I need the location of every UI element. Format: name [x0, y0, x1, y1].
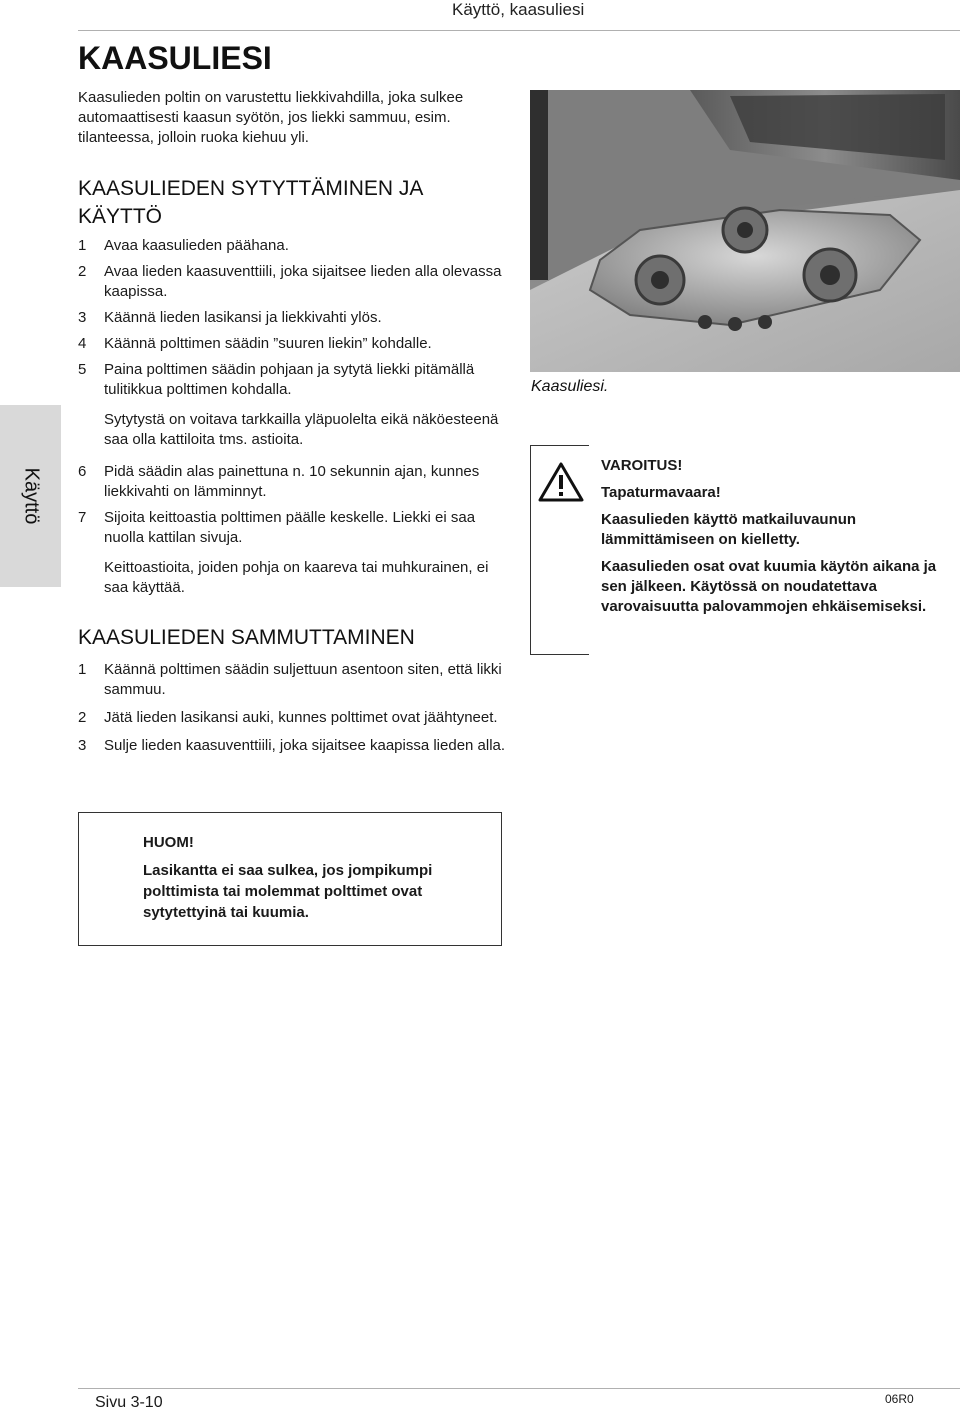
- document-code: 06R0: [885, 1392, 914, 1406]
- list-item: 3 Sulje lieden kaasuventtiili, joka sijaitsee kaapissa lieden alla.: [78, 737, 506, 754]
- section-heading-extinguish: KAASULIEDEN SAMMUTTAMINEN: [78, 626, 415, 649]
- page-number: Sivu 3-10: [95, 1394, 163, 1411]
- notice-title: HUOM!: [143, 834, 194, 851]
- section-heading-lighting: KAASULIEDEN SYTYTTÄMINEN JA KÄYTTÖ: [78, 177, 423, 228]
- running-header: Käyttö, kaasuliesi: [452, 0, 585, 19]
- stove-illustration: [530, 90, 960, 372]
- warning-subtitle: Tapaturmavaara!: [601, 484, 721, 501]
- list-item: 3 Käännä lieden lasikansi ja liekkivahti ylös.: [78, 309, 382, 326]
- notice-body: Lasikantta ei saa sulkea, jos jompikumpi polttimista tai molemmat polttimet ovat sytytettyinä tai kuumia.: [143, 862, 433, 921]
- list-item: 2 Avaa lieden kaasuventtiili, joka sijaitsee lieden alla olevassa kaapissa.: [78, 263, 502, 300]
- warning-line: Kaasulieden käyttö matkailuvaunun lämmittämiseen on kielletty.: [601, 511, 857, 548]
- list-item: 1 Avaa kaasulieden päähana.: [78, 237, 289, 254]
- warning-title: VAROITUS!: [601, 457, 683, 474]
- page-title: KAASULIESI: [78, 40, 272, 76]
- header-rule: [78, 30, 960, 31]
- list-item: 6 Pidä säädin alas painettuna n. 10 sekunnin ajan, kunnes liekkivahti on lämminnyt.: [78, 463, 480, 500]
- step-note: Sytytystä on voitava tarkkailla yläpuolelta eikä näköesteenä saa olla kattiloita tms. astioita.: [104, 411, 499, 448]
- list-item: 7 Sijoita keittoastia polttimen päälle keskelle. Liekki ei saa nuolla kattilan sivuja.: [78, 509, 476, 546]
- figure-caption: Kaasuliesi.: [531, 378, 609, 395]
- intro-paragraph: Kaasulieden poltin on varustettu liekkivahdilla, joka sulkee automaattisesti kaasun syötön, jos liekki sammuu, esim. tilanteessa, jolloin ruoka kiehuu yli.: [78, 89, 464, 146]
- notice-text: [143, 832, 483, 930]
- side-tab: [0, 405, 61, 587]
- extinguish-steps: [78, 660, 508, 762]
- list-item: 4 Käännä polttimen säädin ”suuren liekin” kohdalle.: [78, 335, 432, 352]
- list-item: 2 Jätä lieden lasikansi auki, kunnes polttimet ovat jäähtyneet.: [78, 709, 498, 726]
- warning-line: Kaasulieden osat ovat kuumia käytön aikana ja sen jälkeen. Käytössä on noudatettava varovaisuutta palovammojen ehkäisemiseksi.: [601, 558, 937, 615]
- list-item: 1 Käännä polttimen säädin suljettuun asentoon siten, että likki sammuu.: [78, 661, 502, 698]
- warning-triangle-icon: [538, 461, 584, 503]
- stove-photo: [530, 90, 960, 372]
- side-tab-label: Käyttö: [20, 467, 42, 525]
- footer-rule: [78, 1388, 960, 1389]
- lighting-steps: [78, 236, 508, 604]
- step-note: Keittoastioita, joiden pohja on kaareva tai muhkurainen, ei saa käyttää.: [104, 559, 489, 596]
- list-item: 5 Paina polttimen säädin pohjaan ja sytytä liekki pitämällä tulitikkua polttimen kohdalla.: [78, 361, 475, 398]
- warning-text: [601, 456, 956, 624]
